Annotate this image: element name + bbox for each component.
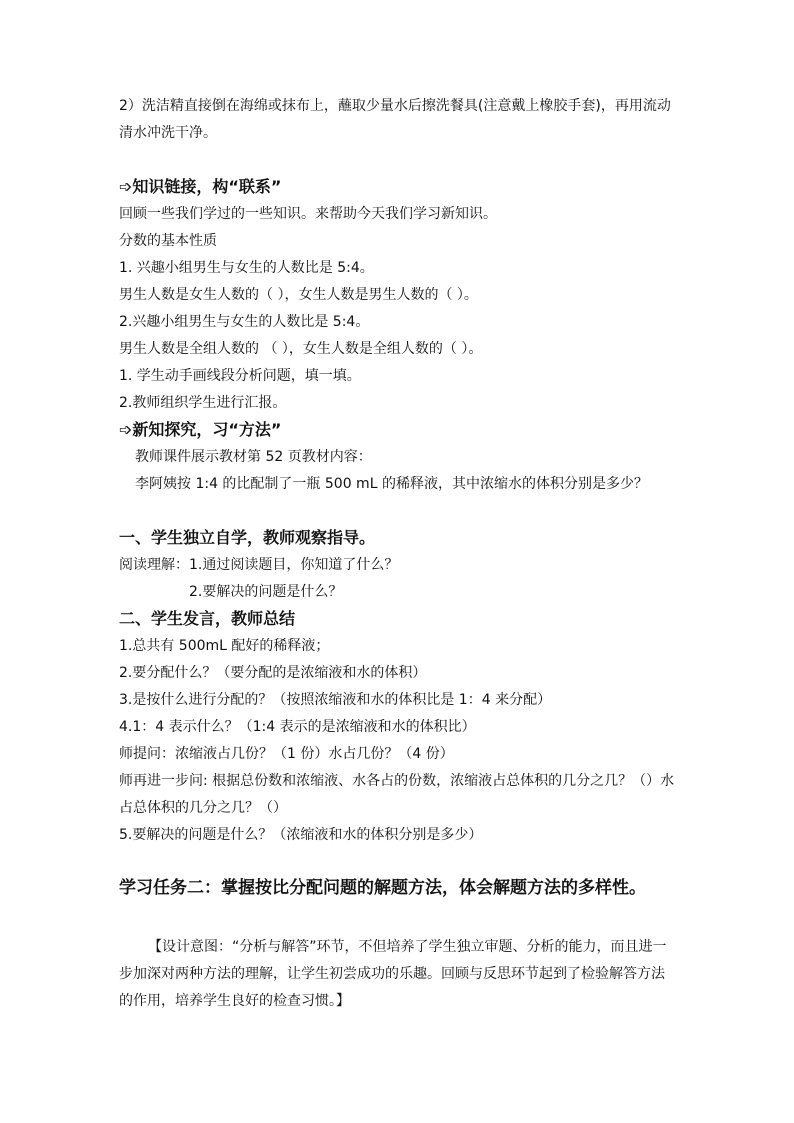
- text-line: 2.要解决的问题是什么？: [189, 584, 343, 600]
- text-line: 1. 兴趣小组男生与女生的人数比是 5:4。: [119, 260, 374, 276]
- text-line: 师再进一步问: 根据总份数和浓缩液、水各占的份数，浓缩液占总体积的几分之几？（）水: [119, 773, 675, 789]
- text-line: 教师课件展示教材第 52 页教材内容：: [135, 449, 372, 465]
- text-line: 5.要解决的问题是什么？（浓缩液和水的体积分别是多少）: [119, 827, 483, 843]
- text-line: 2.要分配什么？（要分配的是浓缩液和水的体积）: [119, 665, 427, 681]
- learning-task-title: 学习任务二：掌握按比分配问题的解题方法，体会解题方法的多样性。: [119, 878, 646, 898]
- text-line: 2.兴趣小组男生与女生的人数比是 5:4。: [119, 314, 370, 330]
- text-line: 男生人数是全组人数的 （ ），女生人数是全组人数的（ ）。: [119, 341, 483, 357]
- design-intent-line: 的作用，培养学生良好的检查习惯。】: [119, 993, 350, 1009]
- text-line: 1. 学生动手画线段分析问题，填一填。: [119, 368, 361, 384]
- design-intent-line: 步加深对两种方法的理解，让学生初尝成功的乐趣。回顾与反思环节起到了检验解答方法: [119, 966, 665, 982]
- section-heading-new-knowledge: ➩新知探究，习“方法”: [119, 420, 282, 439]
- text-line: 男生人数是女生人数的（ ），女生人数是男生人数的（ ）。: [119, 287, 478, 303]
- section-heading-student-speak: 二、学生发言，教师总结: [119, 609, 296, 628]
- text-line: 3.是按什么进行分配的？（按照浓缩液和水的体积比是 1：4 来分配）: [119, 692, 552, 708]
- section-heading-knowledge-link: ➩知识链接，构“联系”: [119, 177, 282, 196]
- text-line: 回顾一些我们学过的一些知识。来帮助今天我们学习新知识。: [119, 206, 497, 222]
- design-intent-line: 【设计意图：“分析与解答”环节，不但培养了学生独立审题、分析的能力，而且进一: [148, 939, 667, 955]
- text-line: 分数的基本性质: [119, 233, 217, 249]
- text-line: 4.1：4 表示什么？（1:4 表示的是浓缩液和水的体积比）: [119, 719, 476, 735]
- text-line: 1.总共有 500mL 配好的稀释液；: [119, 638, 330, 654]
- text-line: 占总体积的几分之几？（）: [119, 800, 287, 816]
- text-line: 师提问：浓缩液占几份？（1 份）水占几份？（4 份）: [119, 746, 454, 762]
- text-line: 阅读理解：1.通过阅读题目，你知道了什么？: [119, 557, 399, 573]
- text-line: 李阿姨按 1:4 的比配制了一瓶 500 mL 的稀释液，其中浓缩水的体积分别是多少？: [135, 476, 648, 492]
- section-heading-self-study: 一、学生独立自学，教师观察指导。: [119, 528, 376, 547]
- text-line: 清水冲洗干净。: [119, 125, 217, 141]
- text-line: 2）洗洁精直接倒在海绵或抹布上，蘸取少量水后擦洗餐具(注意戴上橡胶手套)，再用流动: [119, 98, 671, 114]
- text-line: 2.教师组织学生进行汇报。: [119, 395, 287, 411]
